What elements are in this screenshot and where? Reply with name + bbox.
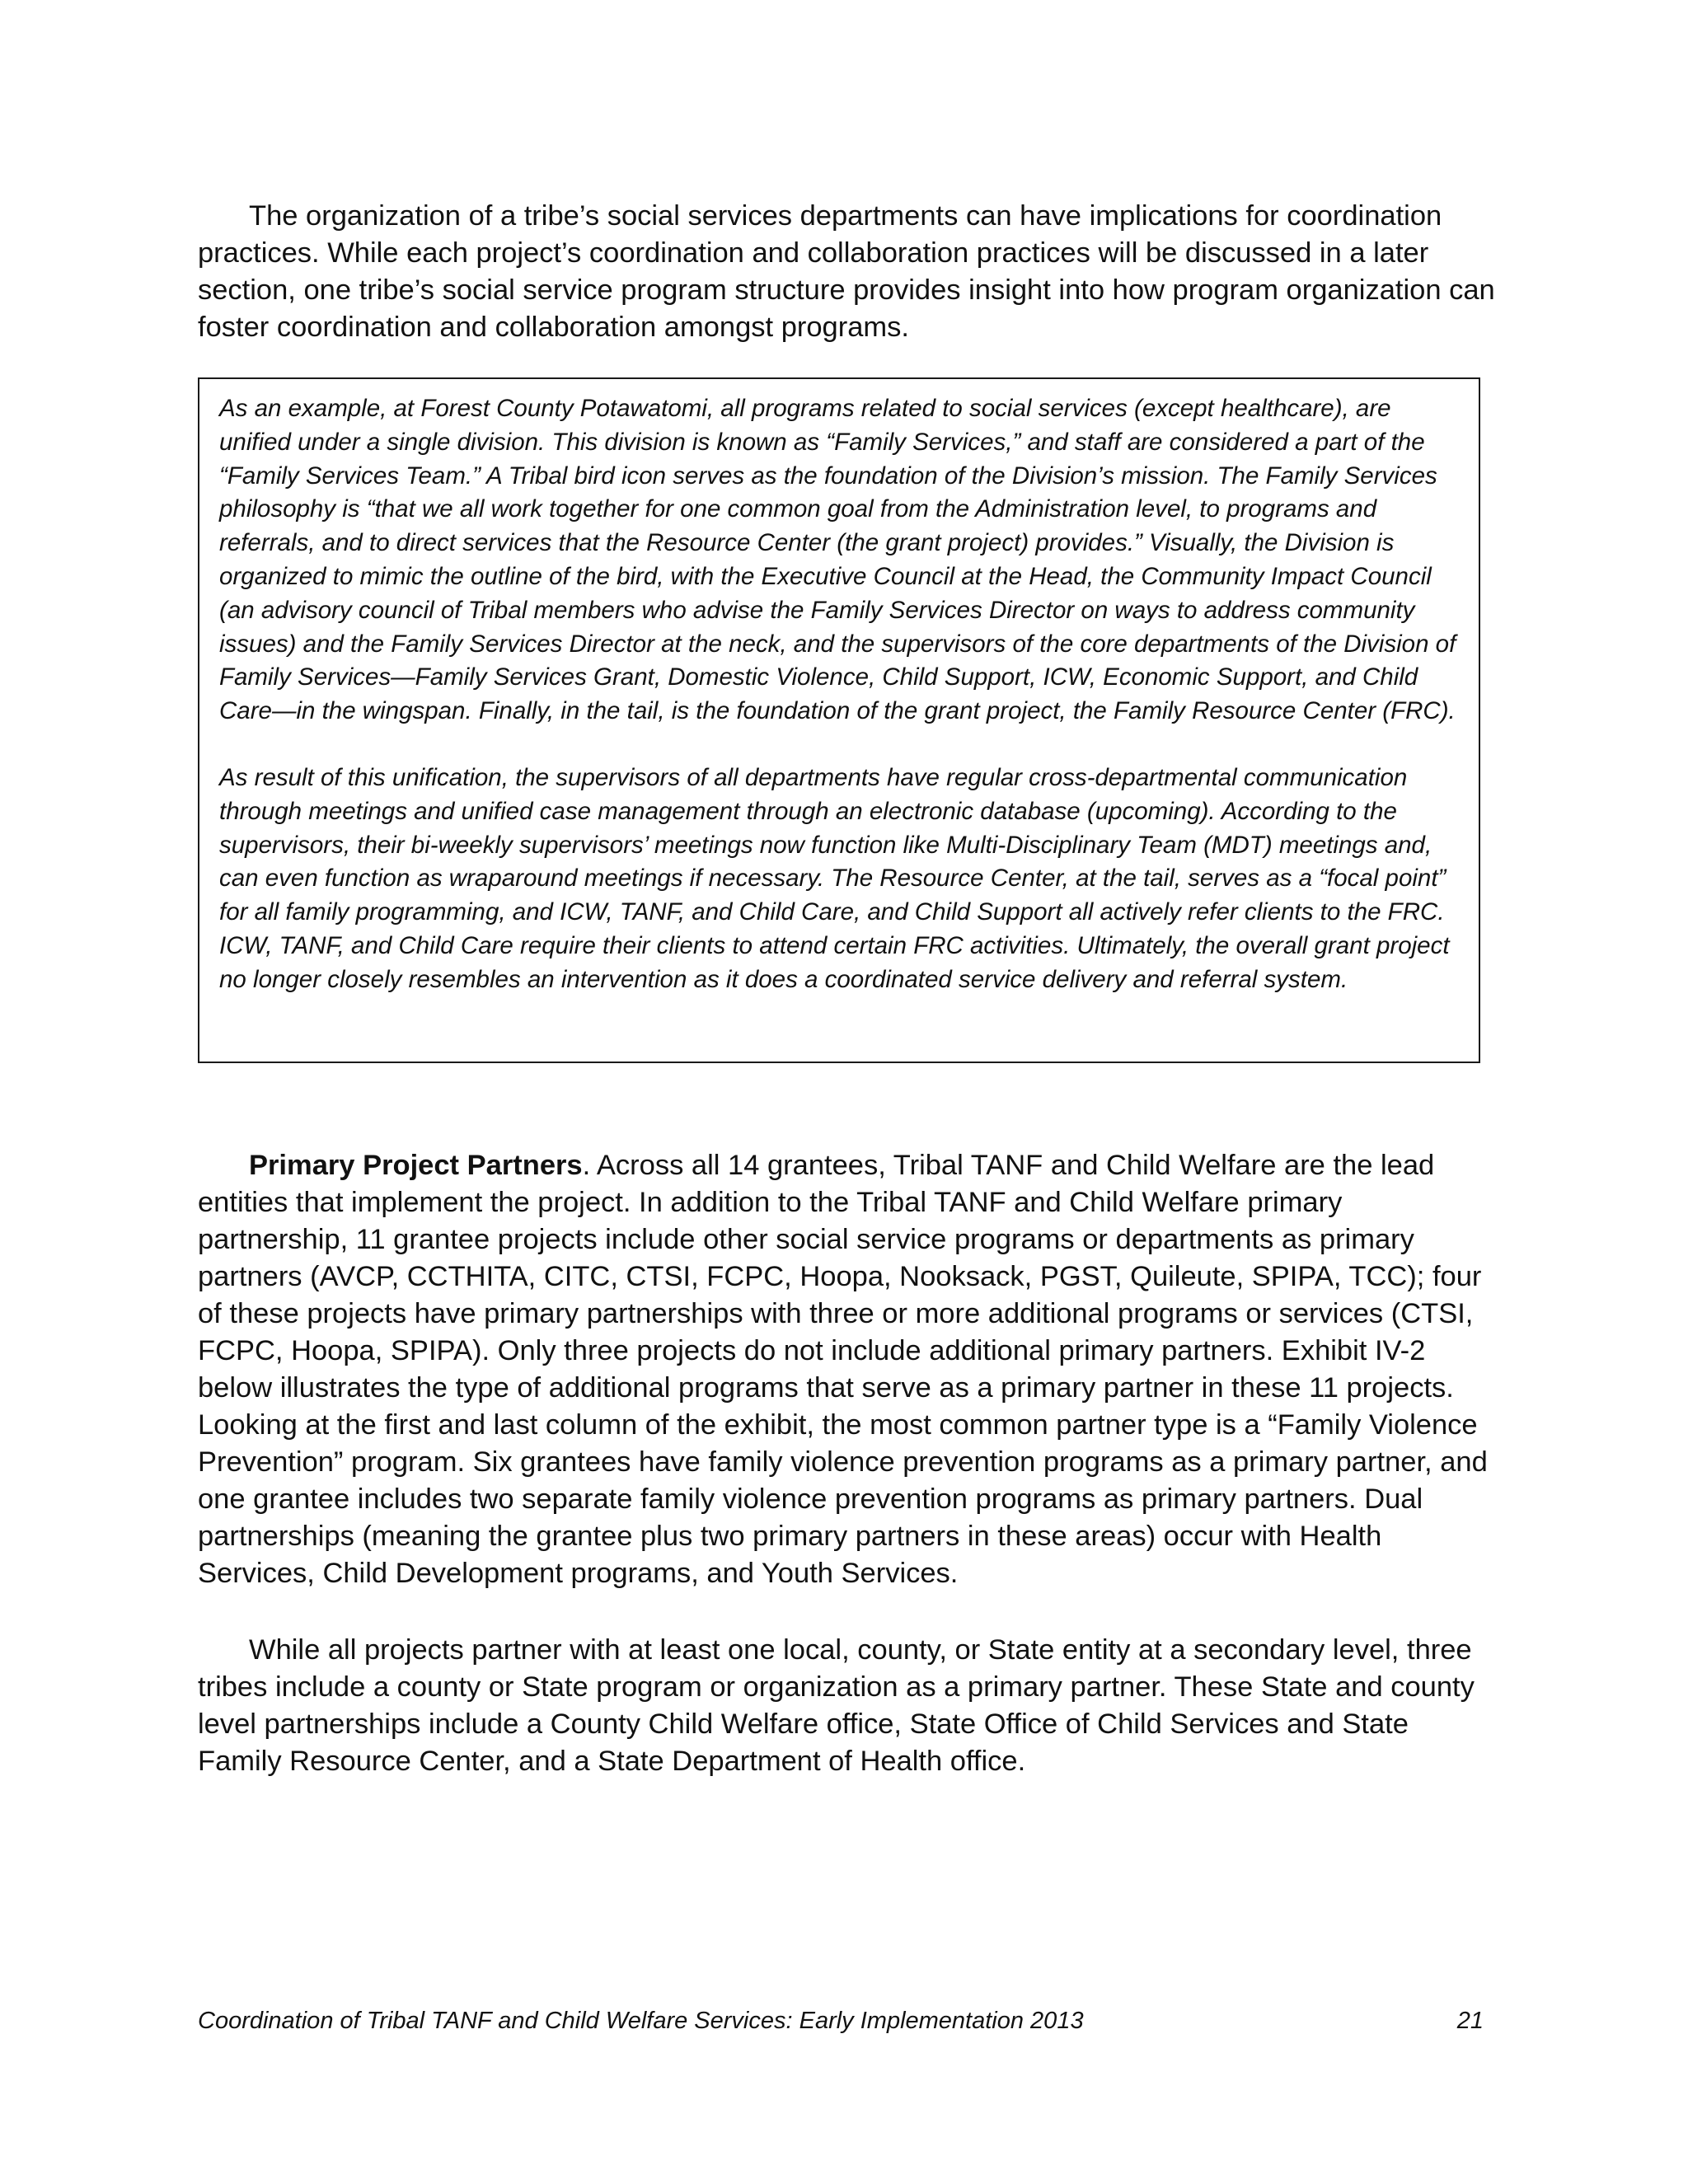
partners-paragraph <box>198 1147 1500 1592</box>
page-number: 21 <box>1456 2008 1484 2034</box>
footer-title: Coordination of Tribal TANF and Child Welfare Services: Early Implementation 2013 <box>198 2008 1084 2034</box>
partners-heading: Primary Project Partners <box>249 1150 583 1181</box>
example-callout-box <box>198 377 1480 1063</box>
page-footer <box>198 2004 1484 2037</box>
callout-paragraph-2: As result of this unification, the supervisors of all departments have regular cross-departmental communication through meetings and unified case management through an electronic database (upcoming). According to the supervisors, their bi-weekly supervisors’ meetings now function like Multi-Disciplinary Team (MDT) meetings and, can even function as wraparound meetings if necessary. The Resource Center, at the tail, serves as a “focal point” for all family programming, and ICW, TANF, and Child Care, and Child Support all actively refer clients to the FRC. ICW, TANF, and Child Care require their clients to attend certain FRC activities. Ultimately, the overall grant project no longer closely resembles an intervention as it does a coordinated service delivery and referral system. <box>219 763 1450 993</box>
intro-paragraph: The organization of a tribe’s social services departments can have implications for coordination practices. While each project’s coordination and collaboration practices will be discussed in a later section, one tribe’s social service program structure provides insight into how program organization can foster coordination and collaboration amongst programs. <box>198 200 1495 343</box>
closing-paragraph: While all projects partner with at least one local, county, or State entity at a secondary level, three tribes include a county or State program or organization as a primary partner. These State and county level partnerships include a County Child Welfare office, State Office of Child Services and State Family Resource Center, and a State Department of Health office. <box>198 1634 1475 1777</box>
callout-paragraph-1: As an example, at Forest County Potawatomi, all programs related to social services (except healthcare), are unified under a single division. This division is known as “Family Services,” and staff are considered a part of the “Family Services Team.” A Tribal bird icon serves as the foundation of the Division’s mission. The Family Services philosophy is “that we all work together for one common goal from the Administration level, to programs and referrals, and to direct services that the Resource Center (the grant project) provides.” Visually, the Division is organized to mimic the outline of the bird, with the Executive Council at the Head, the Community Impact Council (an advisory council of Tribal members who advise the Family Services Director on ways to address community issues) and the Family Services Director at the neck, and the supervisors of the core departments of the Division of Family Services—Family Services Grant, Domestic Violence, Child Support, ICW, Economic Support, and Child Care—in the wingspan. Finally, in the tail, is the foundation of the grant project, the Family Resource Center (FRC). <box>219 395 1456 725</box>
partners-body: . Across all 14 grantees, Tribal TANF and Child Welfare are the lead entities that implement the project. In addition to the Tribal TANF and Child Welfare primary partnership, 11 grantee projects include other social service programs or departments as primary partners (AVCP, CCTHITA, CITC, CTSI, FCPC, Hoopa, Nooksack, PGST, Quileute, SPIPA, TCC); four of these projects have primary partnerships with three or more additional programs or services (CTSI, FCPC, Hoopa, SPIPA). Only three projects do not include additional primary partners. Exhibit IV-2 below illustrates the type of additional programs that serve as a primary partner in these 11 projects. Looking at the first and last column of the exhibit, the most common partner type is a “Family Violence Prevention” program. Six grantees have family violence prevention programs as a primary partner, and one grantee includes two separate family violence prevention programs as primary partners. Dual partnerships (meaning the grantee plus two primary partners in these areas) occur with Health Services, Child Development programs, and Youth Services. <box>198 1150 1488 1589</box>
